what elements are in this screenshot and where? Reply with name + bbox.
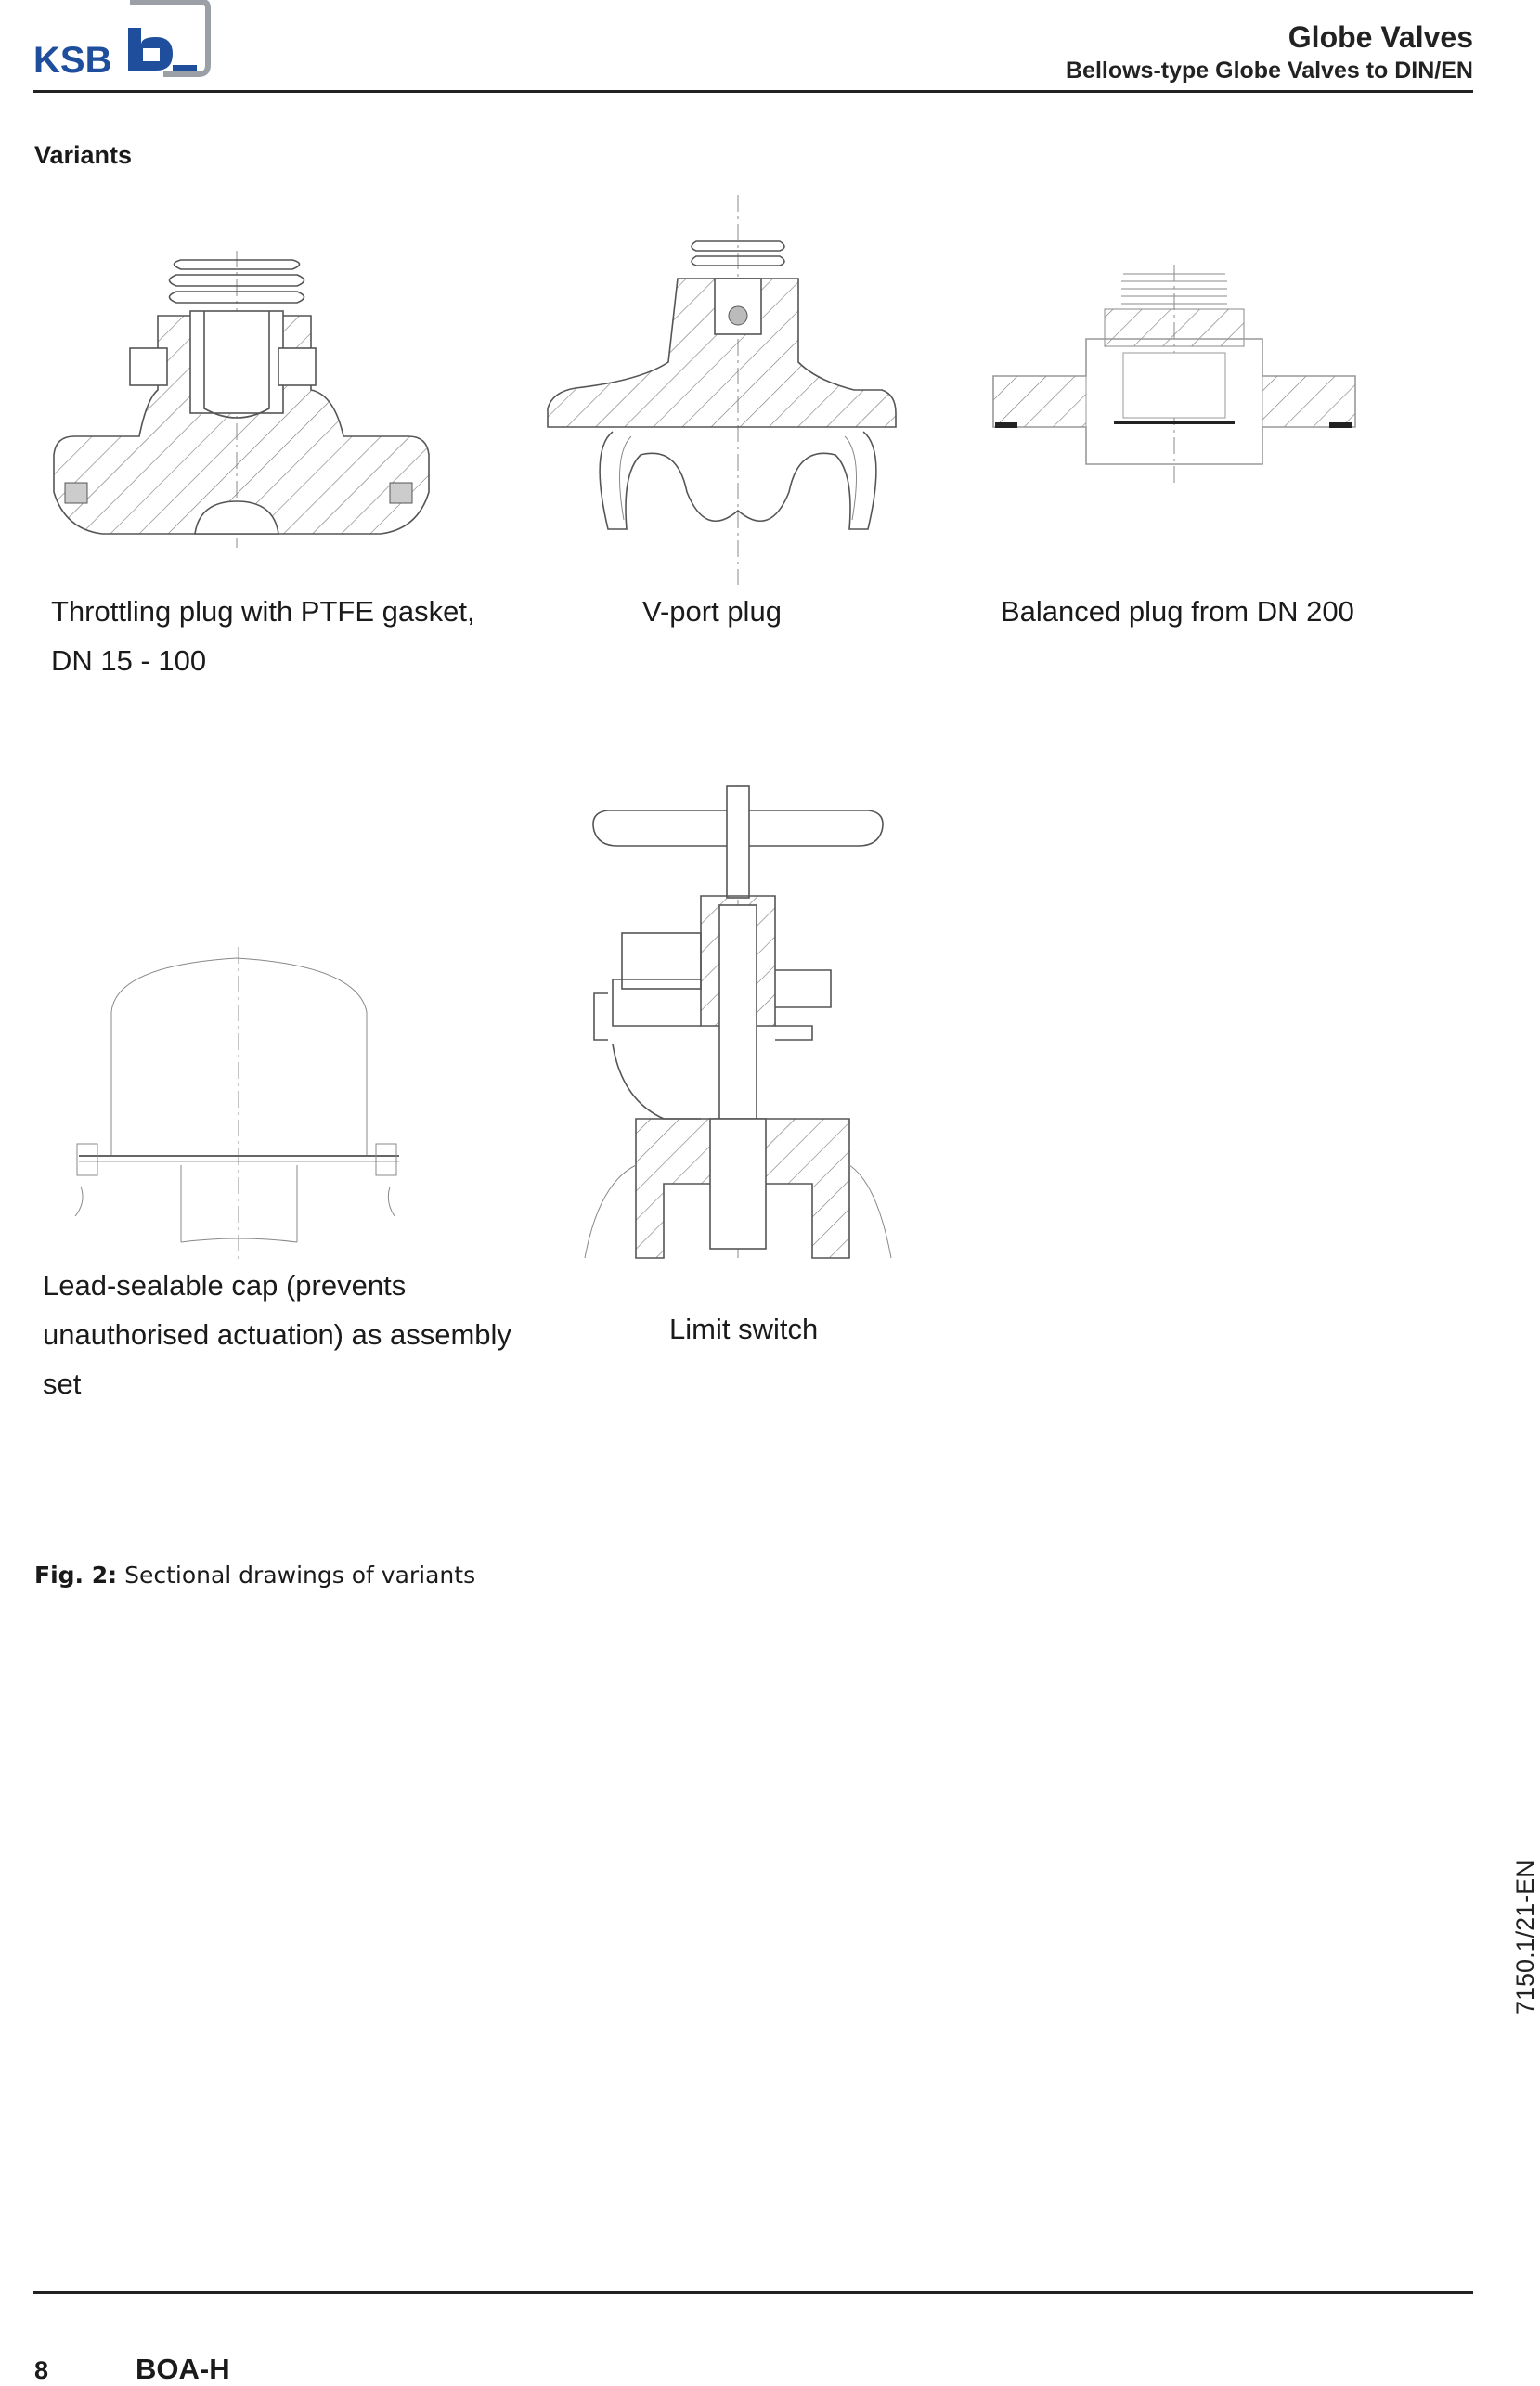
- header-subtitle: Bellows-type Globe Valves to DIN/EN: [1065, 58, 1473, 84]
- header-divider: [33, 90, 1473, 93]
- product-name: BOA-H: [136, 2353, 230, 2385]
- lead-sealable-cap-drawing: [70, 947, 404, 1263]
- caption-line: Throttling plug with PTFE gasket,: [51, 595, 475, 628]
- document-number: 7150.1/21-EN: [1511, 1860, 1539, 2015]
- footer-divider: [33, 2291, 1473, 2294]
- limit-switch-drawing: [580, 785, 896, 1258]
- header-title: Globe Valves: [1288, 20, 1473, 54]
- caption-line: unauthorised actuation) as assembly: [43, 1318, 511, 1351]
- figure-text: Sectional drawings of variants: [117, 1562, 476, 1589]
- caption-line: Limit switch: [669, 1313, 819, 1345]
- v-port-plug-drawing: [538, 195, 900, 585]
- ksb-logo: [33, 0, 210, 81]
- logo-wordmark: KSB: [33, 40, 112, 81]
- figure-label: Fig. 2:: [34, 1562, 118, 1589]
- page-number: 8: [34, 2356, 49, 2384]
- balanced-plug-drawing: [984, 265, 1365, 487]
- caption-line: set: [43, 1368, 82, 1400]
- caption-throttling-plug: [51, 587, 534, 685]
- throttling-plug-drawing: [46, 251, 436, 548]
- figure-caption: [34, 1562, 475, 1589]
- caption-line: V-port plug: [642, 595, 782, 628]
- caption-line: DN 15 - 100: [51, 644, 207, 677]
- caption-v-port-plug: [642, 587, 921, 636]
- caption-line: Lead-sealable cap (prevents: [43, 1269, 407, 1302]
- caption-balanced-plug: [1001, 587, 1391, 636]
- caption-lead-sealable-cap: [43, 1261, 563, 1408]
- caption-line: Balanced plug from DN 200: [1001, 595, 1354, 628]
- section-heading: Variants: [34, 141, 133, 169]
- caption-limit-switch: [669, 1304, 948, 1354]
